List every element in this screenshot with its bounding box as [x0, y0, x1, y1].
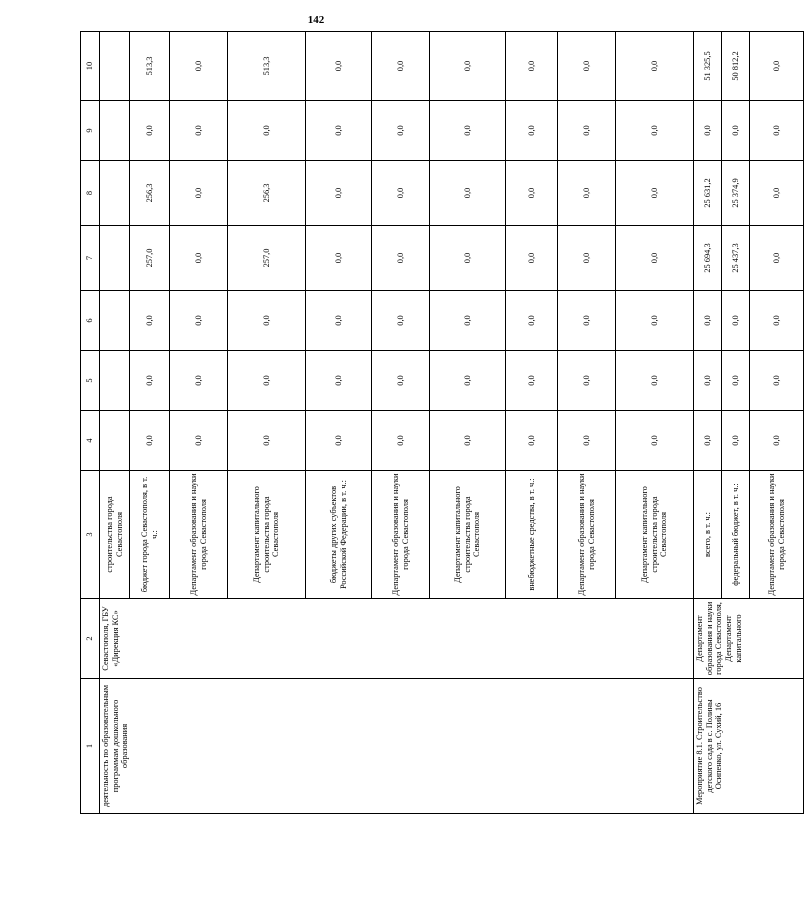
cell-funding-source: Департамент капитального строительства города Севастополя: [228, 471, 306, 599]
cell-value: 0,0: [306, 226, 372, 291]
cell-value: [100, 101, 130, 161]
cell-value: 0,0: [750, 32, 804, 101]
cell-value: 0,0: [130, 101, 170, 161]
cell-funding-source: Департамент образования и науки города Севастополя: [170, 471, 228, 599]
cell-value: 0,0: [558, 161, 616, 226]
cell-value: 0,0: [616, 101, 694, 161]
cell-value: 0,0: [130, 411, 170, 471]
header-cell: 8: [81, 161, 100, 226]
cell-funding-source: всего, в т. ч.:: [694, 471, 722, 599]
cell-value: 0,0: [170, 161, 228, 226]
cell-value: 0,0: [430, 32, 506, 101]
header-cell: 5: [81, 351, 100, 411]
cell-executor: Севастополя, ГБУ «Дирекция КС»: [100, 599, 694, 679]
cell-value: 257,0: [130, 226, 170, 291]
cell-value: 0,0: [372, 291, 430, 351]
cell-value: 0,0: [170, 291, 228, 351]
cell-funding-source: строительства города Севастополя: [100, 471, 130, 599]
cell-value: 0,0: [306, 32, 372, 101]
cell-measure-name: Мероприятие 8.1. Строительство детского сада в с. Полины Осипенко, ул. Сухий, 16: [694, 679, 804, 814]
cell-value: 0,0: [228, 351, 306, 411]
cell-value: 0,0: [372, 32, 430, 101]
cell-value: 0,0: [722, 351, 750, 411]
cell-value: 0,0: [558, 351, 616, 411]
table-row: [694, 32, 722, 814]
cell-value: 0,0: [306, 411, 372, 471]
cell-value: 0,0: [506, 161, 558, 226]
cell-funding-source: федеральный бюджет, в т. ч.:: [722, 471, 750, 599]
cell-value: 0,0: [430, 291, 506, 351]
cell-value: 0,0: [228, 291, 306, 351]
cell-value: 0,0: [170, 32, 228, 101]
cell-funding-source: бюджеты других субъектов Российской Федерации, в т. ч.:: [306, 471, 372, 599]
cell-measure-name: деятельность по образовательным программам дошкольного образования: [100, 679, 694, 814]
cell-value: [100, 411, 130, 471]
cell-value: 0,0: [170, 226, 228, 291]
cell-value: [100, 161, 130, 226]
cell-value: 0,0: [616, 32, 694, 101]
cell-value: 0,0: [616, 411, 694, 471]
cell-value: [100, 226, 130, 291]
cell-value: 256,3: [130, 161, 170, 226]
header-row: [81, 32, 100, 814]
cell-value: 0,0: [306, 291, 372, 351]
cell-value: 0,0: [750, 101, 804, 161]
cell-value: 0,0: [306, 351, 372, 411]
header-cell: 9: [81, 101, 100, 161]
cell-value: 0,0: [228, 101, 306, 161]
cell-value: 257,0: [228, 226, 306, 291]
cell-funding-source: Департамент капитального строительства города Севастополя: [616, 471, 694, 599]
cell-value: 256,3: [228, 161, 306, 226]
cell-value: 0,0: [722, 101, 750, 161]
cell-value: 0,0: [694, 101, 722, 161]
cell-value: 0,0: [430, 101, 506, 161]
header-cell: 1: [81, 679, 100, 814]
page-number: 142: [307, 14, 325, 26]
cell-value: 0,0: [372, 226, 430, 291]
table-row: [100, 32, 130, 814]
header-cell: 3: [81, 471, 100, 599]
cell-value: 0,0: [616, 226, 694, 291]
header-cell: 2: [81, 599, 100, 679]
cell-funding-source: Департамент образования и науки города Севастополя: [750, 471, 804, 599]
cell-value: 513,3: [130, 32, 170, 101]
cell-value: 0,0: [558, 101, 616, 161]
cell-value: 0,0: [616, 161, 694, 226]
cell-value: 0,0: [372, 351, 430, 411]
cell-value: 0,0: [750, 411, 804, 471]
cell-value: 0,0: [228, 411, 306, 471]
cell-value: [100, 351, 130, 411]
cell-value: 0,0: [558, 226, 616, 291]
cell-value: 0,0: [694, 291, 722, 351]
cell-value: 0,0: [372, 101, 430, 161]
cell-value: 0,0: [750, 351, 804, 411]
cell-value: 0,0: [506, 101, 558, 161]
cell-value: 0,0: [130, 351, 170, 411]
cell-value: 0,0: [430, 161, 506, 226]
cell-value: 50 812,2: [722, 32, 750, 101]
cell-value: 0,0: [506, 32, 558, 101]
table-body: [81, 32, 804, 814]
cell-value: 0,0: [430, 226, 506, 291]
cell-value: 0,0: [430, 351, 506, 411]
cell-value: 0,0: [506, 351, 558, 411]
cell-value: 513,3: [228, 32, 306, 101]
header-cell: 6: [81, 291, 100, 351]
cell-value: 0,0: [130, 291, 170, 351]
cell-value: 0,0: [616, 291, 694, 351]
cell-funding-source: Департамент образования и науки города Севастополя: [372, 471, 430, 599]
cell-value: 0,0: [616, 351, 694, 411]
cell-value: 0,0: [506, 291, 558, 351]
cell-value: 0,0: [506, 226, 558, 291]
header-cell: 10: [81, 32, 100, 101]
cell-value: 0,0: [170, 411, 228, 471]
rotated-table-container: [80, 32, 786, 814]
cell-value: 0,0: [722, 291, 750, 351]
cell-executor: Департамент образования и науки города Севастополя, Департамент капитального: [694, 599, 804, 679]
cell-funding-source: внебюджетные средства, в т. ч.:: [506, 471, 558, 599]
cell-value: 0,0: [558, 291, 616, 351]
cell-value: 0,0: [722, 411, 750, 471]
cell-value: 51 325,5: [694, 32, 722, 101]
budget-table: [80, 31, 804, 814]
cell-value: 0,0: [372, 411, 430, 471]
cell-value: 0,0: [558, 32, 616, 101]
cell-value: 0,0: [694, 351, 722, 411]
cell-funding-source: Департамент образования и науки города Севастополя: [558, 471, 616, 599]
cell-value: 0,0: [430, 411, 506, 471]
cell-value: 0,0: [170, 351, 228, 411]
cell-value: 0,0: [170, 101, 228, 161]
cell-value: 0,0: [506, 411, 558, 471]
header-cell: 7: [81, 226, 100, 291]
cell-value: 25 694,3: [694, 226, 722, 291]
header-cell: 4: [81, 411, 100, 471]
cell-funding-source: бюджет города Севастополя, в т. ч.:: [130, 471, 170, 599]
cell-value: 0,0: [750, 161, 804, 226]
cell-funding-source: Департамент капитального строительства города Севастополя: [430, 471, 506, 599]
cell-value: 25 631,2: [694, 161, 722, 226]
cell-value: 0,0: [694, 411, 722, 471]
cell-value: 0,0: [558, 411, 616, 471]
cell-value: 0,0: [372, 161, 430, 226]
cell-value: 0,0: [750, 226, 804, 291]
cell-value: [100, 32, 130, 101]
cell-value: 25 437,3: [722, 226, 750, 291]
cell-value: 25 374,9: [722, 161, 750, 226]
cell-value: [100, 291, 130, 351]
cell-value: 0,0: [750, 291, 804, 351]
cell-value: 0,0: [306, 161, 372, 226]
cell-value: 0,0: [306, 101, 372, 161]
